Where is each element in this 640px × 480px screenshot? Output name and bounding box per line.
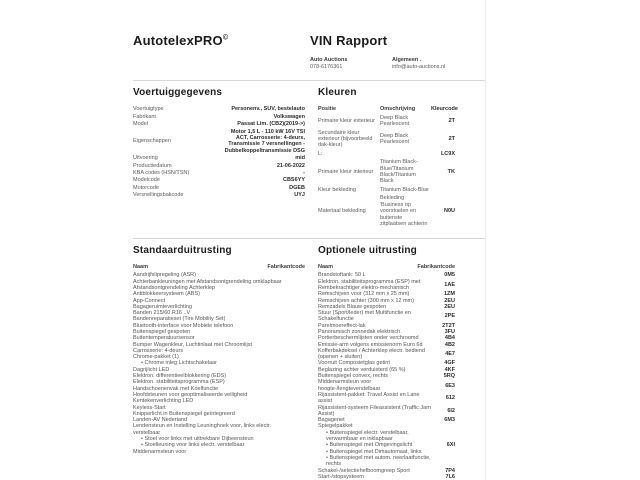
section-row-top <box>133 87 485 229</box>
contact-general-label: Algemeen . <box>392 57 422 63</box>
color-position: Secundaire kleur exterieur (bijvoorbeeld dak-kleur) <box>318 129 373 149</box>
equipment-sub-name: • Buitenspiegel electr. verstelbaar, verwarmbaar en inklapbaar <box>326 430 435 443</box>
equipment-code: 2EU <box>444 297 455 304</box>
equipment-code: 7L6 <box>445 473 455 480</box>
color-row <box>318 187 455 193</box>
equipment-name: Remschijven achter (300 mm x 12 mm) <box>318 297 414 304</box>
colors-table-header <box>318 106 458 113</box>
vehicle-data-value: mid <box>295 155 305 162</box>
equipment-item-main <box>133 423 305 436</box>
standard-equipment-table-header <box>133 264 305 270</box>
equipment-item-main <box>318 392 455 405</box>
equipment-sub-name: • Chrome inleg Lichtschakelaar <box>141 360 285 366</box>
equipment-name: Portierbeschermlijsten onder verchroomd <box>318 335 419 342</box>
vehicle-data-value: CBS6YY <box>282 177 305 184</box>
equipment-code: 2EU <box>444 303 455 310</box>
equipment-name: Bumper Wagenkleur, Luchtinlaat met Chroomlijst <box>133 341 253 348</box>
color-description: Titanium Black-Blue <box>380 186 429 193</box>
vehicle-data-value: 21-06-2022 <box>276 162 305 169</box>
colors-col-code: Kleurcode <box>431 106 458 113</box>
header-left <box>133 33 310 71</box>
equipment-name: Knipperlicht in Buitenspiegel geïntegreerd <box>133 410 235 417</box>
equipment-name: Carrosserie: 4-deurs <box>133 347 184 354</box>
vehicle-data-label: Motorcode <box>133 184 159 191</box>
equipment-code: 1ZM <box>444 291 455 298</box>
report-header <box>133 33 485 71</box>
vehicle-data-row <box>133 177 305 183</box>
equipment-item <box>318 310 455 323</box>
equipment-name: Aandrijfslipregeling (ASR) <box>133 272 196 279</box>
equipment-sub-name: • Stoel voor links met uittrekbare Dijbeensteun <box>141 436 285 442</box>
optional-col-name: Naam <box>318 264 333 271</box>
standard-equipment-section <box>133 245 305 480</box>
vehicle-data-value: Motor 1,5 L - 110 kW 16V TSI ACT, Carrosserie: 4-deurs, Transmissie 7 versnellingen - Dubbelkoppeltransmissie DSG <box>224 128 305 154</box>
equipment-name: Kofferbakdeksel / Achterklep electr. bediend (openen + sluiten) <box>318 347 425 361</box>
equipment-item-main <box>318 348 455 361</box>
vehicle-data-label: Fabrikant <box>133 113 156 120</box>
equipment-name: Rijassistent-pakket: Travel Assist en Lane assist <box>318 391 420 405</box>
vehicle-data-row <box>133 163 305 169</box>
equipment-name: Banden 215/60 R16 ..V <box>133 310 191 317</box>
vin-report-document <box>133 33 485 480</box>
equipment-code: 6E3 <box>445 382 455 389</box>
equipment-name: App-Connect <box>133 297 166 304</box>
equipment-code: 2PE <box>444 313 455 320</box>
equipment-name: Buitentemperatuursensor <box>133 335 195 342</box>
equipment-name: Hoofdsteunen voor geoptimaliseerde veiligheid <box>133 391 248 398</box>
section-divider <box>133 238 485 239</box>
equipment-name: Brandstoftank: 50 L <box>318 272 366 279</box>
color-row <box>318 195 455 227</box>
standard-equipment-heading: Standaarduitrusting <box>133 245 232 257</box>
equipment-name: Lendensteun en Instelling Leuninghoek voor, links electr. verstelbaar <box>133 423 271 436</box>
equipment-sub-name: • Buitenspiegel met Dimautomaat, links <box>326 449 435 455</box>
contact-phone: 078-6176361 <box>310 64 343 71</box>
equipment-name: Antiblokkeersysteem (ABS) <box>133 291 200 298</box>
vehicle-data-value: UYJ <box>294 192 305 199</box>
color-code: 2T <box>448 118 455 125</box>
color-row <box>318 151 455 157</box>
equipment-code: 0M5 <box>444 272 455 279</box>
equipment-name: Schakel-/selectiehefboomgreep Sport <box>318 467 410 474</box>
color-position: Primaire kleur exterieur <box>318 118 375 125</box>
colors-heading: Kleuren <box>318 87 357 99</box>
standard-equipment-list <box>133 272 305 455</box>
equipment-name: Buitenspiegel convex, rechts <box>318 373 389 380</box>
color-row <box>318 159 455 185</box>
color-position: L: <box>318 150 323 157</box>
vehicle-data-label: KBA codes (HSN/TSN) <box>133 170 190 177</box>
vehicle-data-value: - <box>303 170 305 177</box>
colors-table-body <box>318 115 455 228</box>
vehicle-data-label: Versnellingsbakcode <box>133 192 184 199</box>
vehicle-data-value: Volkswagen <box>273 113 305 120</box>
color-code: TK <box>447 168 455 175</box>
equipment-code: 3FU <box>444 328 455 335</box>
equipment-name: Bagageruimteverlichting <box>133 303 193 310</box>
color-code: LC9X <box>440 150 455 157</box>
equipment-item <box>318 474 455 480</box>
optional-equipment-section <box>318 245 455 480</box>
vehicle-data-value: DGEB <box>289 184 305 191</box>
equipment-code: 4B2 <box>444 341 455 348</box>
header-right <box>310 33 485 71</box>
equipment-code: 5RQ <box>443 373 455 380</box>
equipment-name: Panoramisch zonnedak elektrisch <box>318 328 401 335</box>
equipment-name: Rijassistent-systeem Fileassistent (Traffic Jam Assist) <box>318 404 431 417</box>
equipment-name: Bagagenet <box>318 417 345 424</box>
color-position: Primaire kleur interieur <box>318 168 374 175</box>
equipment-name: Chrome-pakket (1) <box>133 354 179 361</box>
page-right-edge <box>485 0 486 480</box>
equipment-sub-item <box>318 430 455 443</box>
vehicle-data-row <box>133 106 305 112</box>
contact-company <box>310 57 392 71</box>
section-row-bottom <box>133 245 485 480</box>
brand-logo-text <box>133 33 310 48</box>
colors-section <box>318 87 458 229</box>
optional-equipment-heading: Optionele uitrusting <box>318 245 417 257</box>
optional-equipment-table-header <box>318 264 455 270</box>
equipment-item-main <box>318 379 455 392</box>
equipment-item <box>318 379 455 392</box>
colors-col-description: Omschrijving <box>380 106 416 113</box>
standard-col-name: Naam <box>133 264 148 271</box>
equipment-code: 6M3 <box>444 417 455 424</box>
equipment-item <box>318 348 455 361</box>
equipment-item-main <box>318 474 455 480</box>
equipment-item <box>318 423 455 467</box>
vehicle-data-row <box>133 192 305 198</box>
equipment-code: 612 <box>445 395 455 402</box>
equipment-code: 6I2 <box>447 407 455 414</box>
equipment-code: 4B4 <box>444 335 455 342</box>
vehicle-data-label: Eigenschappen <box>133 138 171 145</box>
equipment-name: Kentekenverlichting LED <box>133 398 194 405</box>
equipment-sub-name: • Buitenspiegel met autom. neerlaatfunctie, rechts <box>326 455 435 468</box>
equipment-name: Dagrijlicht LED <box>133 366 170 373</box>
vehicle-data-value: Personenv., SUV, bestelauto <box>231 106 305 113</box>
header-divider <box>133 80 485 81</box>
equipment-code: 4GF <box>444 360 455 367</box>
equipment-code: 4KF <box>444 366 455 373</box>
equipment-code: 2T2T <box>442 322 455 329</box>
color-row <box>318 115 455 128</box>
colors-col-position: Positie <box>318 106 337 113</box>
vehicle-data-row <box>133 114 305 120</box>
equipment-item <box>318 392 455 405</box>
brand-name: AutotelexPRO <box>133 33 223 48</box>
equipment-name: Remschijven voor (312 mm x 25 mm) <box>318 291 410 298</box>
equipment-item-main <box>318 405 455 418</box>
equipment-code: 7P4 <box>445 467 455 474</box>
optional-equipment-list <box>318 272 455 480</box>
vehicle-data-label: Model <box>133 121 148 128</box>
equipment-item <box>133 449 305 455</box>
vehicle-data-value: Passat Lim. (CB2)(2019->) <box>237 121 305 128</box>
vehicle-data-label: Uitvoering <box>133 155 158 162</box>
vehicle-data-row <box>133 129 305 155</box>
equipment-sublist <box>133 436 305 449</box>
color-description: Deep Black Pearlescent <box>380 132 410 146</box>
equipment-name: Handschoenenvak met Koelfunctie <box>133 385 218 392</box>
equipment-sublist <box>318 430 455 468</box>
vehicle-data-row <box>133 155 305 161</box>
color-row <box>318 130 455 149</box>
equipment-name: Emissie-arm volgens emissienorm Euro 6d <box>318 341 423 348</box>
vehicle-data-label: Voertuigtype <box>133 106 164 113</box>
vehicle-data-label: Modelcode <box>133 177 160 184</box>
equipment-item <box>133 423 305 448</box>
equipment-sub-name: • Stoelleuning voor links electr. verstelbaar <box>141 442 285 448</box>
equipment-name: Elektron. stabiliteitsprogramma (ESP) <box>133 379 225 386</box>
standard-col-code: Fabrikantcode <box>267 264 305 271</box>
equipment-sub-name: • Buitenspiegel met Omgevingslicht <box>326 442 435 448</box>
vehicle-data-row <box>133 185 305 191</box>
equipment-name: Parelmoereffect-lak <box>318 322 366 329</box>
color-description: Deep Black Pearlescent <box>380 114 410 128</box>
contact-company-name: Auto Auctions <box>310 57 348 63</box>
equipment-name: Remzadels Blauw gespoten <box>318 303 387 310</box>
equipment-name: Buitenspiegel gespoten <box>133 328 191 335</box>
equipment-name: Spiegelpakket <box>318 423 353 430</box>
equipment-code: 1AE <box>444 281 455 288</box>
equipment-name: Start-/stopsysteem <box>318 473 364 480</box>
color-description: Bekleding 'Business op voorstoelen en buitenste zitplaatsen achterin <box>380 195 428 227</box>
color-position: Materiaal bekleding <box>318 208 366 215</box>
equipment-item-main <box>318 279 455 292</box>
equipment-sub-code: 6XI <box>446 442 455 449</box>
equipment-code: 4E7 <box>445 351 455 358</box>
equipment-item-main <box>318 310 455 323</box>
contact-email: info@auto-auctions.nl <box>392 64 446 71</box>
color-code: 2T <box>448 136 455 143</box>
equipment-name: Elektron. differentieelblokkering (EDS) <box>133 373 227 380</box>
contact-block <box>310 57 485 71</box>
equipment-item-main <box>133 449 305 455</box>
color-description: Titanium Black-Blue/Titanium Black/Titanium Black <box>380 159 418 185</box>
equipment-name: Keyless-Start <box>133 404 166 411</box>
page-title: VIN Rapport <box>310 33 388 48</box>
color-code: N0U <box>443 208 455 215</box>
optional-col-code: Fabrikantcode <box>417 264 455 271</box>
vehicle-data-label: Productiedatum <box>133 162 172 169</box>
equipment-name: Stuur (Sport/leder) met Multifunctie en Schakelfunctie <box>318 310 411 323</box>
equipment-name: Bandenreparatieset (Tire Mobility Set) <box>133 316 226 323</box>
equipment-name: Achterbankleuningen met Afstandsontgrendeling omklapbaar <box>133 278 282 285</box>
equipment-name: Elektron. stabiliteitsprogramma (ESP) met Rembekrachtiger elektro-mechanisch <box>318 278 421 291</box>
equipment-sub-item <box>318 455 455 468</box>
equipment-name: Landen-AV Nederland <box>133 417 188 424</box>
equipment-item <box>133 354 305 367</box>
equipment-name: Middenarmsteun voor <box>133 448 187 455</box>
equipment-name: Beglazing achter verduisterd (65 %) <box>318 366 406 373</box>
vehicle-data-heading: Voertuiggegevens <box>133 87 223 99</box>
equipment-name: Bluetooth-interface voor Mobiele telefoon <box>133 322 234 329</box>
vehicle-data-row <box>133 121 305 127</box>
vehicle-data-row <box>133 170 305 176</box>
equipment-item <box>318 279 455 292</box>
vehicle-data-table <box>133 106 305 198</box>
contact-general <box>392 57 474 71</box>
equipment-name: Middenarmsteun voor hoogte-/lengteverstelbaar <box>318 379 381 392</box>
color-position: Kleur bekleding <box>318 186 356 193</box>
equipment-name: Voorruit Composietglas getint <box>318 360 390 367</box>
equipment-name: Afstandsontgrendeling Achterklep <box>133 284 215 291</box>
vehicle-data-section <box>133 87 305 229</box>
copyright-mark: © <box>222 34 229 42</box>
equipment-item <box>318 405 455 418</box>
